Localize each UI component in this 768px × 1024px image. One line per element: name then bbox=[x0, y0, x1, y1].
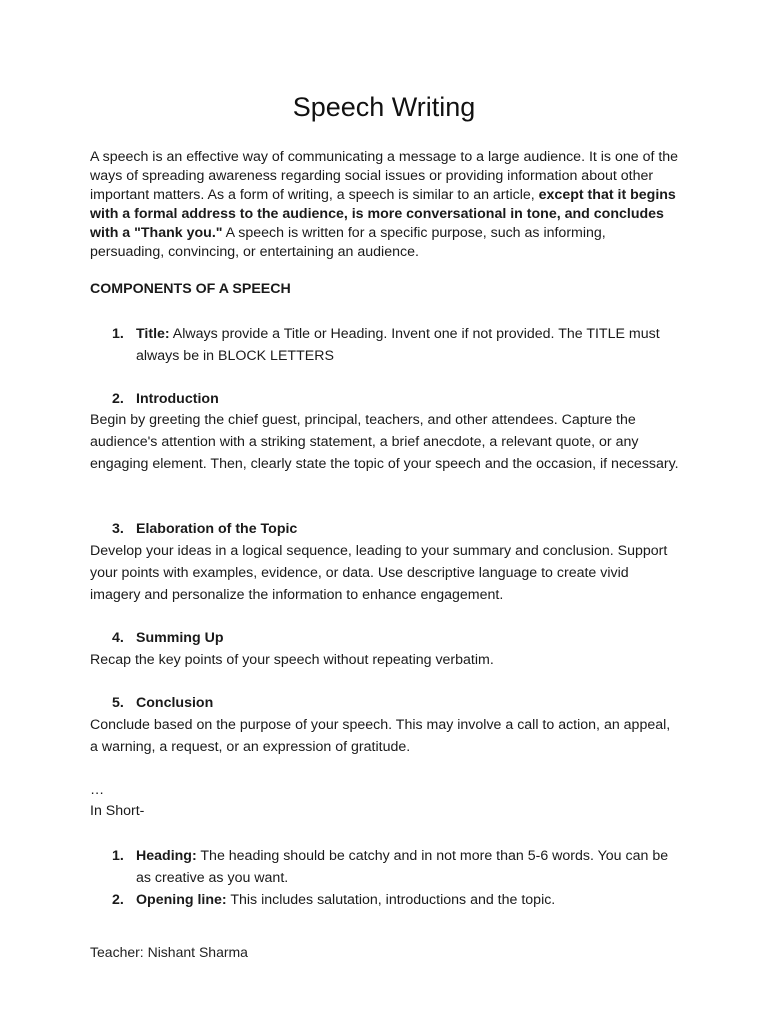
components-heading: COMPONENTS OF A SPEECH bbox=[90, 281, 291, 297]
list-item-label: Title: bbox=[136, 326, 170, 342]
list-item-text: This includes salutation, introductions and the topic. bbox=[226, 892, 556, 908]
list-item-label: Summing Up bbox=[136, 630, 224, 646]
component-item-introduction bbox=[112, 388, 682, 410]
short-item-opening-line bbox=[112, 889, 682, 911]
page-title: Speech Writing bbox=[292, 92, 476, 122]
intro-paragraph bbox=[90, 148, 680, 262]
list-item-body bbox=[136, 845, 682, 889]
list-item-label: Opening line: bbox=[136, 892, 227, 908]
intro-bold-text: except that it begins with a formal address to the audience, is more conversational in tone, and concludes with a "Thank you." bbox=[90, 187, 676, 241]
component-item-conclusion bbox=[112, 692, 682, 714]
list-item-label: Heading: bbox=[136, 848, 197, 864]
list-number: 1. bbox=[112, 848, 124, 864]
component-item-title bbox=[112, 323, 682, 367]
component-item-summing-up bbox=[112, 627, 682, 649]
list-number: 1. bbox=[112, 326, 124, 342]
introduction-paragraph: Begin by greeting the chief guest, principal, teachers, and other attendees. Capture the audience's attention with a striking statement, a brief anecdote, a relevant quote, or any engaging element. Then, clearly state the topic of your speech and the occasion, if necessary. bbox=[90, 412, 679, 472]
footer-teacher: Teacher: Nishant Sharma bbox=[90, 944, 248, 960]
ellipsis-text: … bbox=[90, 782, 105, 798]
list-number: 5. bbox=[112, 695, 124, 711]
list-item-label: Conclusion bbox=[136, 695, 214, 711]
intro-text-2: A speech is written for a specific purpose, such as informing, persuading, convincing, or entertaining an audience. bbox=[90, 225, 606, 260]
list-item-text: The heading should be catchy and in not more than 5-6 words. You can be as creative as you want. bbox=[136, 848, 669, 886]
summing-up-paragraph: Recap the key points of your speech without repeating verbatim. bbox=[90, 652, 494, 668]
list-item-body bbox=[136, 323, 682, 367]
list-item-label: Introduction bbox=[136, 391, 219, 407]
short-item-heading bbox=[112, 845, 682, 889]
elaboration-paragraph: Develop your ideas in a logical sequence, leading to your summary and conclusion. Support your points with examples, evidence, or data. Use descriptive language to create vivid imagery and personalize the information to enhance engagement. bbox=[90, 543, 668, 603]
list-number: 2. bbox=[112, 892, 124, 908]
list-number: 2. bbox=[112, 391, 124, 407]
list-item-body bbox=[136, 889, 682, 911]
list-number: 3. bbox=[112, 521, 124, 537]
list-item-text: Always provide a Title or Heading. Invent one if not provided. The TITLE must always be in BLOCK LETTERS bbox=[136, 326, 660, 364]
list-item-label: Elaboration of the Topic bbox=[136, 521, 298, 537]
in-short-label: In Short- bbox=[90, 803, 145, 819]
list-number: 4. bbox=[112, 630, 124, 646]
component-item-elaboration bbox=[112, 518, 682, 540]
conclusion-paragraph: Conclude based on the purpose of your speech. This may involve a call to action, an appeal, a warning, a request, or an expression of gratitude. bbox=[90, 717, 671, 755]
intro-text-1: A speech is an effective way of communicating a message to a large audience. It is one of the ways of spreading awareness regarding social issues or providing information about other important matters. As a form of writing, a speech is similar to an article, bbox=[90, 149, 679, 203]
